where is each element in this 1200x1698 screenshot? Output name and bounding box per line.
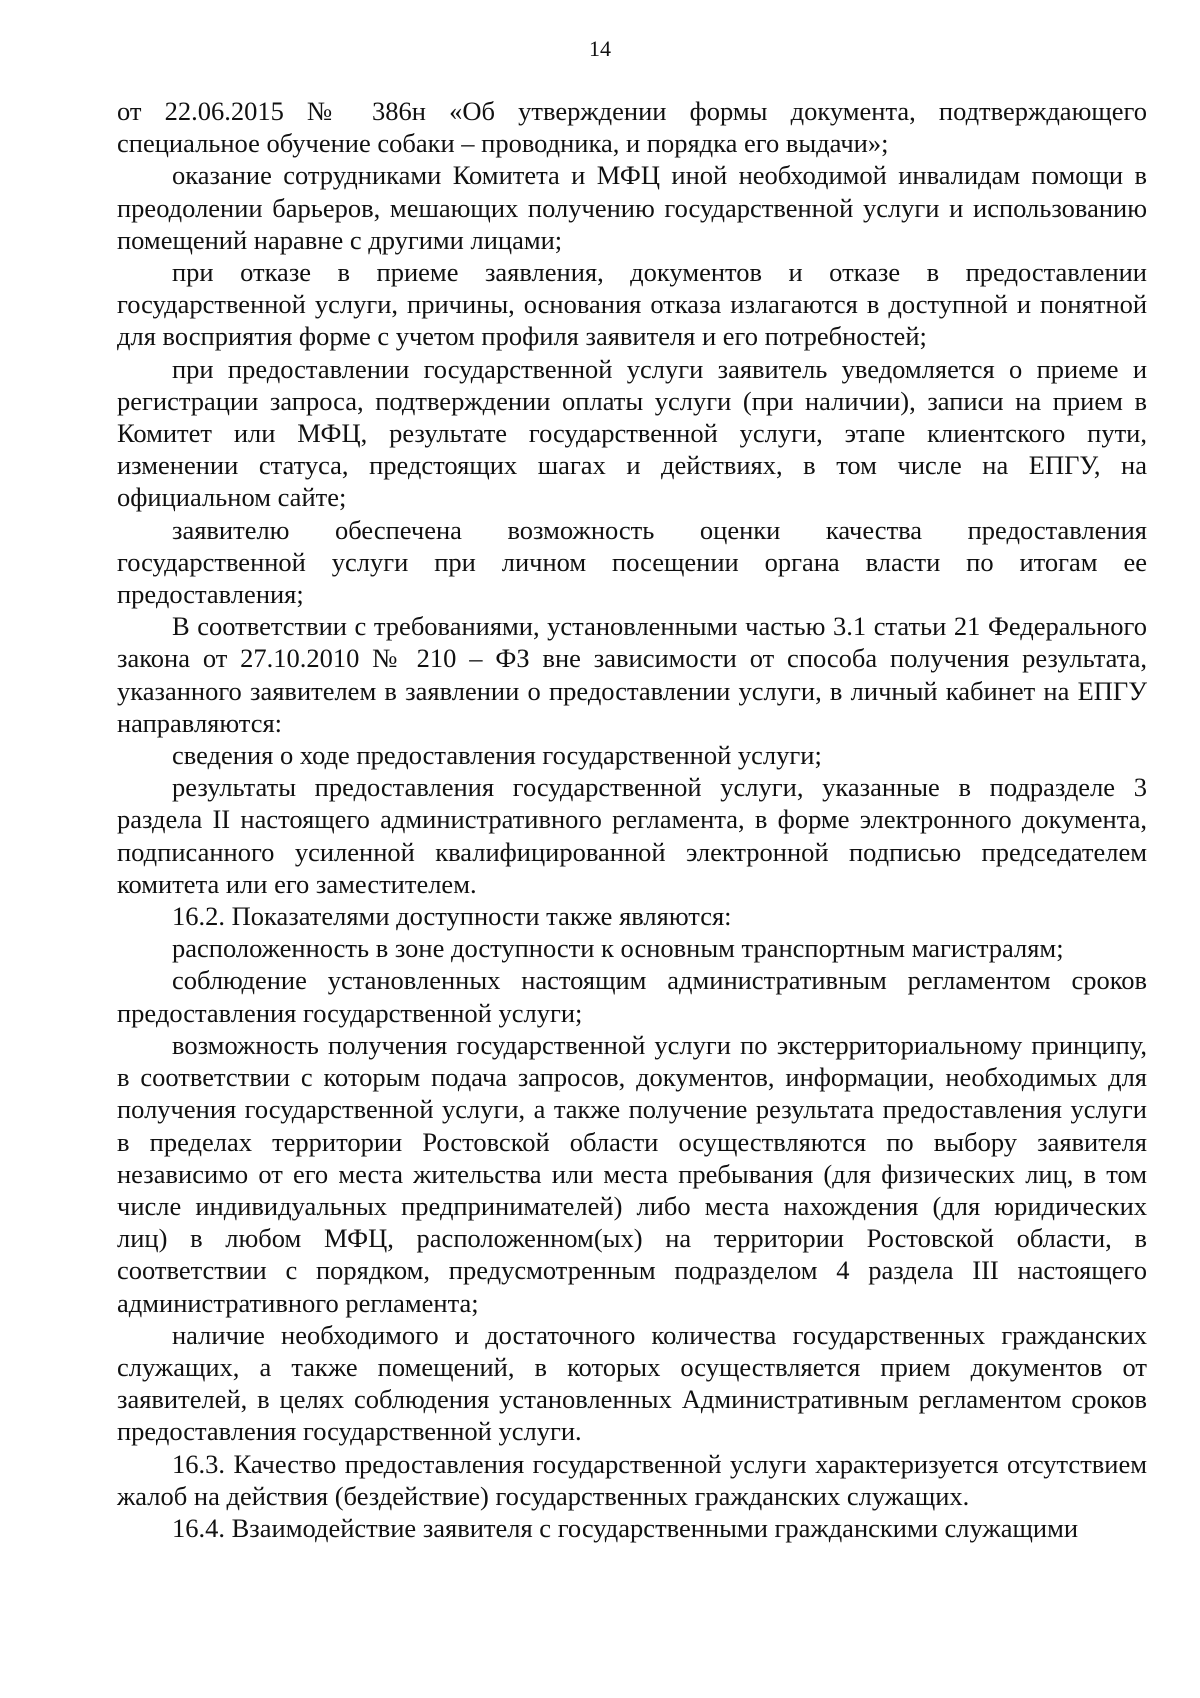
paragraph: заявителю обеспечена возможность оценки качества предоставления государственной услуги при личном посещении органа власти по итогам ее предоставления; — [117, 514, 1147, 610]
paragraph: сведения о ходе предоставления государственной услуги; — [172, 740, 822, 771]
paragraph: от 22.06.2015 № 386н «Об утверждении формы документа, подтверждающего специальное обучение собаки – проводника, и порядка его выдачи»; — [117, 96, 1147, 159]
paragraph: возможность получения государственной услуги по экстерриториальному принципу, в соответствии с которым подача запросов, документов, информации, необходимых для получения государственной услуги, а также получение результата предоставления услуги в пределах территории Ростовской области осуществляются по выбору заявителя независимо от его места жительства или места пребывания (для физических лиц, в том числе индивидуальных предпринимателей) либо места нахождения (для юридических лиц) в любом МФЦ, расположенном(ых) на территории Ростовской области, в соответствии с порядком, предусмотренным подразделом 4 раздела III настоящего административного регламента; — [117, 1029, 1147, 1318]
paragraph: 16.4. Взаимодействие заявителя с государственными гражданскими служащими — [172, 1512, 1079, 1543]
paragraph: при отказе в приеме заявления, документов и отказе в предоставлении государственной услуги, причины, основания отказа излагаются в доступной и понятной для восприятия форме с учетом профиля заявителя и его потребностей; — [117, 257, 1147, 352]
paragraph: 16.2. Показателями доступности также являются: — [172, 901, 732, 932]
page-number: 14 — [589, 36, 611, 61]
paragraph: 16.3. Качество предоставления государственной услуги характеризуется отсутствием жалоб на действия (бездействие) государственных гражданских служащих. — [117, 1448, 1147, 1511]
paragraph: В соответствии с требованиями, установленными частью 3.1 статьи 21 Федерального закона от 27.10.2010 № 210 – ФЗ вне зависимости от способа получения результата, указанного заявителем в заявлении о предоставлении услуги, в личный кабинет на ЕПГУ направляются: — [117, 611, 1147, 738]
paragraph: соблюдение установленных настоящим административным регламентом сроков предоставления государственной услуги; — [117, 965, 1147, 1028]
paragraph: расположенность в зоне доступности к основным транспортным магистралям; — [172, 933, 1064, 964]
paragraph: наличие необходимого и достаточного количества государственных гражданских служащих, а также помещений, в которых осуществляется прием документов от заявителей, в целях соблюдения установленных Административным регламентом сроков предоставления государственной услуги. — [117, 1319, 1147, 1447]
paragraph: оказание сотрудниками Комитета и МФЦ иной необходимой инвалидам помощи в преодолении барьеров, мешающих получению государственной услуги и использованию помещений наравне с другими лицами; — [117, 160, 1147, 255]
document-body — [117, 95, 1147, 1544]
paragraph: результаты предоставления государственной услуги, указанные в подразделе 3 раздела II настоящего административного регламента, в форме электронного документа, подписанного усиленной квалифицированной электронной подписью председателем комитета или его заместителем. — [117, 772, 1147, 899]
paragraph: при предоставлении государственной услуги заявитель уведомляется о приеме и регистрации запроса, подтверждении оплаты услуги (при наличии), записи на прием в Комитет или МФЦ, результате государственной услуги, этапе клиентского пути, изменении статуса, предстоящих шагах и действиях, в том числе на ЕПГУ, на официальном сайте; — [117, 353, 1147, 513]
